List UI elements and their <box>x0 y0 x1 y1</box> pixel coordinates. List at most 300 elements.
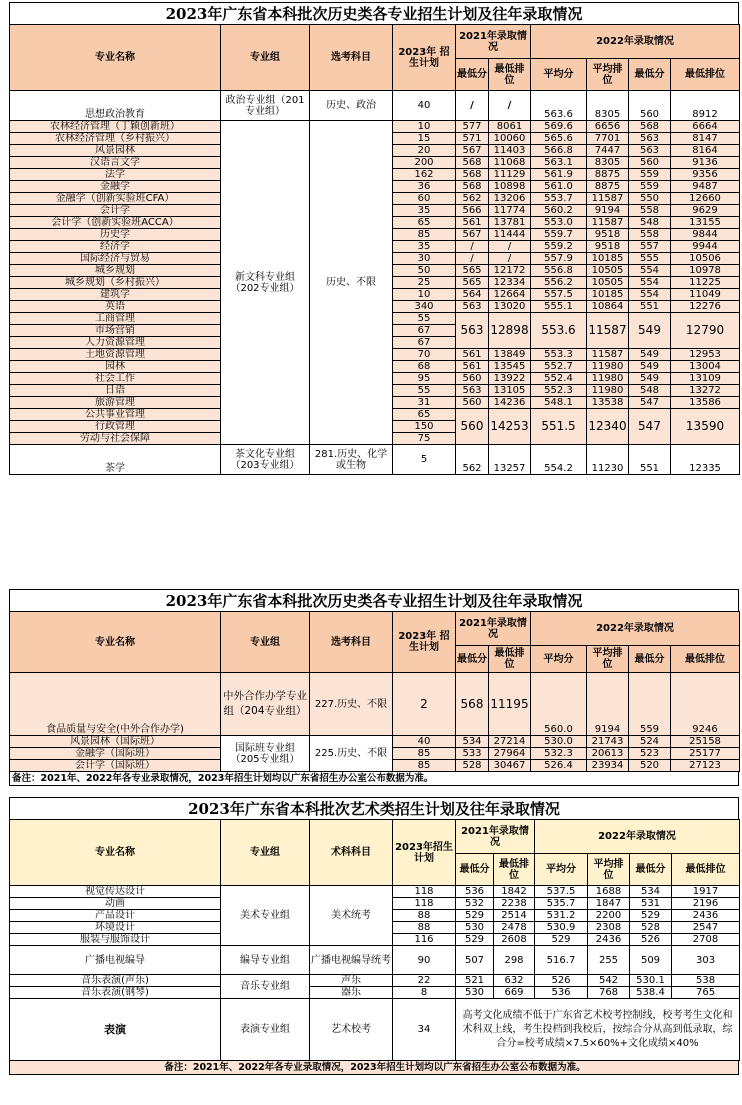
cell: 562 <box>456 193 489 205</box>
cell: 6664 <box>671 121 740 133</box>
cell: 548 <box>629 385 671 397</box>
cell: 12276 <box>671 301 740 313</box>
table-title: 2023年广东省本科批次历史类各专业招生计划及往年录取情况 <box>9 2 739 24</box>
cell: 10505 <box>587 277 629 289</box>
cell: 12898 <box>489 313 531 349</box>
cell: 507 <box>456 946 494 975</box>
cell: 思想政治教育 <box>10 91 221 121</box>
col-2022-rank: 最低排位 <box>672 854 740 886</box>
cell: 艺术校考 <box>310 999 393 1061</box>
cell: 2436 <box>588 934 630 946</box>
cell: 日语 <box>10 385 221 397</box>
cell: 13849 <box>489 349 531 361</box>
cell: 529 <box>535 934 588 946</box>
cell: 12334 <box>489 277 531 289</box>
cell: 67 <box>393 337 456 349</box>
col-2022-rank: 最低排位 <box>671 646 740 673</box>
cell: 552.7 <box>531 361 587 373</box>
cell: 1842 <box>494 886 535 898</box>
cell: 556.8 <box>531 265 587 277</box>
cell: 旅游管理 <box>10 397 221 409</box>
cell: 95 <box>393 373 456 385</box>
col-2022-min: 最低分 <box>630 854 672 886</box>
cell: 市场营销 <box>10 325 221 337</box>
cell: 533 <box>456 748 489 760</box>
col-major: 专业名称 <box>10 820 221 886</box>
cell: 558 <box>629 229 671 241</box>
cell: 14236 <box>489 397 531 409</box>
cell: 13590 <box>671 409 740 445</box>
col-2021-min: 最低分 <box>456 646 489 673</box>
cell: 30 <box>393 253 456 265</box>
cell: 劳动与社会保障 <box>10 433 221 445</box>
cell: 13586 <box>671 397 740 409</box>
cell: 城乡规划 <box>10 265 221 277</box>
cell: 70 <box>393 349 456 361</box>
cell: 10185 <box>587 289 629 301</box>
col-2022-avg: 平均分 <box>531 646 587 673</box>
cell: 11195 <box>489 673 531 736</box>
cell: 国际班专业组（205专业组） <box>221 736 310 772</box>
cell: 23934 <box>587 760 629 772</box>
cell: 20613 <box>587 748 629 760</box>
cell: 549 <box>629 361 671 373</box>
cell: 表演 <box>10 999 221 1061</box>
cell: 27964 <box>489 748 531 760</box>
cell: / <box>456 91 489 121</box>
cell: 编导专业组 <box>221 946 310 975</box>
cell: 9487 <box>671 181 740 193</box>
cell: 1688 <box>588 886 630 898</box>
art-table <box>9 797 739 1075</box>
cell: / <box>456 253 489 265</box>
cell: 560 <box>629 91 671 121</box>
cell: 12340 <box>587 409 629 445</box>
cell: 553.7 <box>531 193 587 205</box>
cell: 法学 <box>10 169 221 181</box>
cell: 25158 <box>671 736 740 748</box>
col-2021-rank: 最低排位 <box>489 646 531 673</box>
cell: 10506 <box>671 253 740 265</box>
cell: 530.9 <box>535 922 588 934</box>
cell: 会计学 <box>10 205 221 217</box>
cell: 85 <box>393 760 456 772</box>
cell: 9518 <box>587 241 629 253</box>
col-2022: 2022年录取情况 <box>531 25 740 59</box>
cell: 11129 <box>489 169 531 181</box>
cell: 530.1 <box>630 975 672 987</box>
cell: 13538 <box>587 397 629 409</box>
cell: 表演专业组 <box>221 999 310 1061</box>
cell: 560 <box>456 409 489 445</box>
cell: 568 <box>456 157 489 169</box>
cell: 10 <box>393 121 456 133</box>
cell: 11587 <box>587 193 629 205</box>
cell: 7447 <box>587 145 629 157</box>
cell: 21743 <box>587 736 629 748</box>
cell: 298 <box>494 946 535 975</box>
cell: 632 <box>494 975 535 987</box>
cell: 11980 <box>587 361 629 373</box>
col-2021-rank: 最低排位 <box>494 854 535 886</box>
cell: 服装与服饰设计 <box>10 934 221 946</box>
col-major: 专业名称 <box>10 25 221 91</box>
cell: 35 <box>393 241 456 253</box>
cell: 564 <box>456 289 489 301</box>
cell: 560.0 <box>531 673 587 736</box>
cell: 国际经济与贸易 <box>10 253 221 265</box>
cell: 561 <box>456 349 489 361</box>
cell: 风景园林（国际班） <box>10 736 221 748</box>
cell: 568 <box>456 181 489 193</box>
cell: 产品设计 <box>10 910 221 922</box>
cell: 548.1 <box>531 397 587 409</box>
cell: 559 <box>629 673 671 736</box>
cell: 563 <box>629 145 671 157</box>
cell: 526.4 <box>531 760 587 772</box>
col-2021: 2021年录取情况 <box>456 25 531 59</box>
cell: 会计学（创新实验班ACCA） <box>10 217 221 229</box>
cell: 音乐表演(钢琴) <box>10 987 221 999</box>
cell: 14253 <box>489 409 531 445</box>
cell: 200 <box>393 157 456 169</box>
col-plan: 2023年招生计划 <box>393 820 456 886</box>
cell: 10898 <box>489 181 531 193</box>
cell: 563.6 <box>531 91 587 121</box>
cell: 10060 <box>489 133 531 145</box>
cell: 116 <box>393 934 456 946</box>
history-admission-table-2 <box>9 611 740 772</box>
cell: 563 <box>456 385 489 397</box>
cell: 13272 <box>671 385 740 397</box>
cell: 565.6 <box>531 133 587 145</box>
cell: 34 <box>393 999 456 1061</box>
cell: 554 <box>629 289 671 301</box>
cell: 40 <box>393 736 456 748</box>
cell: 561 <box>456 217 489 229</box>
cell: 577 <box>456 121 489 133</box>
cell: 1917 <box>672 886 740 898</box>
cell: 器乐 <box>310 987 393 999</box>
cell: 11980 <box>587 373 629 385</box>
cell: 68 <box>393 361 456 373</box>
cell: 6656 <box>587 121 629 133</box>
col-plan: 2023年 招生计划 <box>393 612 456 673</box>
cell: 人力资源管理 <box>10 337 221 349</box>
cell: 会计学（国际班） <box>10 760 221 772</box>
col-subject: 选考科目 <box>310 25 393 91</box>
cell: 10505 <box>587 265 629 277</box>
cell: 27123 <box>671 760 740 772</box>
cell: 526 <box>630 934 672 946</box>
cell: 31 <box>393 397 456 409</box>
cell: 金融学（国际班） <box>10 748 221 760</box>
cell: 75 <box>393 433 456 445</box>
cell: 8061 <box>489 121 531 133</box>
cell: 2196 <box>672 898 740 910</box>
cell: 255 <box>588 946 630 975</box>
cell: 526 <box>535 975 588 987</box>
cell: 509 <box>630 946 672 975</box>
cell: 汉语言文学 <box>10 157 221 169</box>
table-row <box>10 886 740 898</box>
table-row <box>10 736 740 748</box>
cell: 9194 <box>587 205 629 217</box>
cell: 553.6 <box>531 313 587 349</box>
col-2022-avgrank: 平均排位 <box>588 854 630 886</box>
cell: 65 <box>393 217 456 229</box>
art-admission-table <box>9 819 740 1061</box>
col-2022: 2022年录取情况 <box>535 820 740 854</box>
col-2022-avg: 平均分 <box>531 59 587 91</box>
cell: 549 <box>629 313 671 349</box>
cell: 5 <box>393 445 456 475</box>
history-table-1 <box>9 2 739 475</box>
col-2022-avgrank: 平均排位 <box>587 646 629 673</box>
col-2021: 2021年录取情况 <box>456 820 535 854</box>
cell: 环境设计 <box>10 922 221 934</box>
cell: 9518 <box>587 229 629 241</box>
cell: 1847 <box>588 898 630 910</box>
cell: 561.0 <box>531 181 587 193</box>
cell: 150 <box>393 421 456 433</box>
col-2022-avg: 平均分 <box>535 854 588 886</box>
cell: 10 <box>393 289 456 301</box>
cell: 85 <box>393 748 456 760</box>
cell: 537.5 <box>535 886 588 898</box>
cell: 530 <box>456 987 494 999</box>
cell: 13155 <box>671 217 740 229</box>
cell: 2308 <box>588 922 630 934</box>
cell: 11980 <box>587 385 629 397</box>
cell: 27214 <box>489 736 531 748</box>
cell: 560 <box>629 157 671 169</box>
cell: 13004 <box>671 361 740 373</box>
cell: 8 <box>393 987 456 999</box>
cell: 12660 <box>671 193 740 205</box>
footnote: 备注：2021年、2022年各专业录取情况，2023年招生计划均以广东省招生办公室公布数据为准。 <box>9 772 739 786</box>
col-major: 专业名称 <box>10 612 221 673</box>
cell: 567 <box>456 229 489 241</box>
cell: 音乐表演(声乐) <box>10 975 221 987</box>
cell: 英语 <box>10 301 221 313</box>
cell: 88 <box>393 922 456 934</box>
cell: 227.历史、不限 <box>310 673 393 736</box>
cell: 65 <box>393 409 456 421</box>
cell: 13781 <box>489 217 531 229</box>
cell: 563 <box>456 313 489 349</box>
cell: 530.0 <box>531 736 587 748</box>
cell: 281.历史、化学或生物 <box>310 445 393 475</box>
col-2021-min: 最低分 <box>456 854 494 886</box>
cell: 9136 <box>671 157 740 169</box>
cell: 9629 <box>671 205 740 217</box>
cell: 13020 <box>489 301 531 313</box>
cell: 12664 <box>489 289 531 301</box>
cell: 公共事业管理 <box>10 409 221 421</box>
cell: 531 <box>630 898 672 910</box>
table-row <box>10 673 740 736</box>
cell: 225.历史、不限 <box>310 736 393 772</box>
cell: 559 <box>629 169 671 181</box>
table-row <box>10 946 740 975</box>
cell: 园林 <box>10 361 221 373</box>
cell: 11068 <box>489 157 531 169</box>
cell: 22 <box>393 975 456 987</box>
cell: 新文科专业组（202专业组） <box>221 121 310 445</box>
cell: 560.2 <box>531 205 587 217</box>
cell: 10185 <box>587 253 629 265</box>
cell: 559 <box>629 181 671 193</box>
cell: 2514 <box>494 910 535 922</box>
cell: 60 <box>393 193 456 205</box>
cell: 560 <box>456 373 489 385</box>
cell: 2547 <box>672 922 740 934</box>
cell: 554.2 <box>531 445 587 475</box>
cell: 茶文化专业组（203专业组） <box>221 445 310 475</box>
cell: 559.2 <box>531 241 587 253</box>
cell: 303 <box>672 946 740 975</box>
cell: 9194 <box>587 673 629 736</box>
cell: 13206 <box>489 193 531 205</box>
cell: 建筑学 <box>10 289 221 301</box>
cell: 67 <box>393 325 456 337</box>
cell: 548 <box>629 217 671 229</box>
cell: 15 <box>393 133 456 145</box>
cell: 音乐专业组 <box>221 975 310 999</box>
cell: 547 <box>629 397 671 409</box>
cell: 553.3 <box>531 349 587 361</box>
cell: 40 <box>393 91 456 121</box>
table-row <box>10 91 740 121</box>
cell: 美术统考 <box>310 886 393 946</box>
cell: 行政管理 <box>10 421 221 433</box>
cell: 25 <box>393 277 456 289</box>
cell: 520 <box>629 760 671 772</box>
cell: 567 <box>456 145 489 157</box>
cell: 55 <box>393 313 456 325</box>
cell: 历史、不限 <box>310 121 393 445</box>
cell: 551.5 <box>531 409 587 445</box>
cell: 13922 <box>489 373 531 385</box>
cell: 568 <box>456 169 489 181</box>
col-2022-avgrank: 平均排位 <box>587 59 629 91</box>
cell: 50 <box>393 265 456 277</box>
cell: 566 <box>456 205 489 217</box>
cell: 视觉传达设计 <box>10 886 221 898</box>
cell: 528 <box>456 760 489 772</box>
col-group: 专业组 <box>221 820 310 886</box>
table-row <box>10 999 740 1061</box>
cell: 554 <box>629 277 671 289</box>
cell: 13105 <box>489 385 531 397</box>
cell: 9246 <box>671 673 740 736</box>
history-admission-table <box>9 24 740 475</box>
cell: 2608 <box>494 934 535 946</box>
table-row <box>10 121 740 133</box>
cell: 555 <box>629 253 671 265</box>
cell: 11403 <box>489 145 531 157</box>
cell: 557.5 <box>531 289 587 301</box>
cell: 2200 <box>588 910 630 922</box>
cell: 534 <box>630 886 672 898</box>
cell: 529 <box>456 934 494 946</box>
cell: 524 <box>629 736 671 748</box>
cell: 8875 <box>587 181 629 193</box>
col-group: 专业组 <box>221 612 310 673</box>
cell: 历史学 <box>10 229 221 241</box>
cell: 530 <box>456 922 494 934</box>
cell: 118 <box>393 886 456 898</box>
cell: 561.9 <box>531 169 587 181</box>
cell: 557 <box>629 241 671 253</box>
cell: 535.7 <box>535 898 588 910</box>
col-2022-min: 最低分 <box>629 59 671 91</box>
cell: 11230 <box>587 445 629 475</box>
table-title: 2023年广东省本科批次历史类各专业招生计划及往年录取情况 <box>9 589 739 611</box>
cell: 523 <box>629 748 671 760</box>
cell: 广播电视编导统考 <box>310 946 393 975</box>
cell: 568 <box>629 121 671 133</box>
cell: 529 <box>630 910 672 922</box>
cell: 食品质量与安全(中外合作办学) <box>10 673 221 736</box>
cell: 528 <box>630 922 672 934</box>
cell: 549 <box>629 349 671 361</box>
cell: 社会工作 <box>10 373 221 385</box>
cell: 2436 <box>672 910 740 922</box>
cell: 金融学 <box>10 181 221 193</box>
col-plan: 2023年 招生计划 <box>393 25 456 91</box>
cell: 美术专业组 <box>221 886 310 946</box>
col-2021-min: 最低分 <box>456 59 489 91</box>
cell: 35 <box>393 205 456 217</box>
cell: 532 <box>456 898 494 910</box>
cell: 9356 <box>671 169 740 181</box>
cell: 765 <box>672 987 740 999</box>
cell: 516.7 <box>535 946 588 975</box>
cell: 10864 <box>587 301 629 313</box>
cell: 13109 <box>671 373 740 385</box>
cell: 11587 <box>587 313 629 349</box>
table-row <box>10 445 740 475</box>
cell: / <box>489 91 531 121</box>
cell: 565 <box>456 277 489 289</box>
cell: 城乡规划（乡村振兴） <box>10 277 221 289</box>
cell: 工商管理 <box>10 313 221 325</box>
cell: 经济学 <box>10 241 221 253</box>
cell: 552.3 <box>531 385 587 397</box>
cell: 538.4 <box>630 987 672 999</box>
cell: 11587 <box>587 349 629 361</box>
cell: 559.7 <box>531 229 587 241</box>
cell: 茶学 <box>10 445 221 475</box>
cell: 11049 <box>671 289 740 301</box>
cell: 金融学（创新实验班CFA） <box>10 193 221 205</box>
cell: 2478 <box>494 922 535 934</box>
cell: 30467 <box>489 760 531 772</box>
cell: 571 <box>456 133 489 145</box>
cell: 563 <box>629 133 671 145</box>
cell: 521 <box>456 975 494 987</box>
cell: 55 <box>393 385 456 397</box>
cell: 561 <box>456 361 489 373</box>
cell: 广播电视编导 <box>10 946 221 975</box>
cell: 11587 <box>587 217 629 229</box>
cell: 8147 <box>671 133 740 145</box>
cell: 9944 <box>671 241 740 253</box>
cell: 风景园林 <box>10 145 221 157</box>
cell: 538 <box>672 975 740 987</box>
